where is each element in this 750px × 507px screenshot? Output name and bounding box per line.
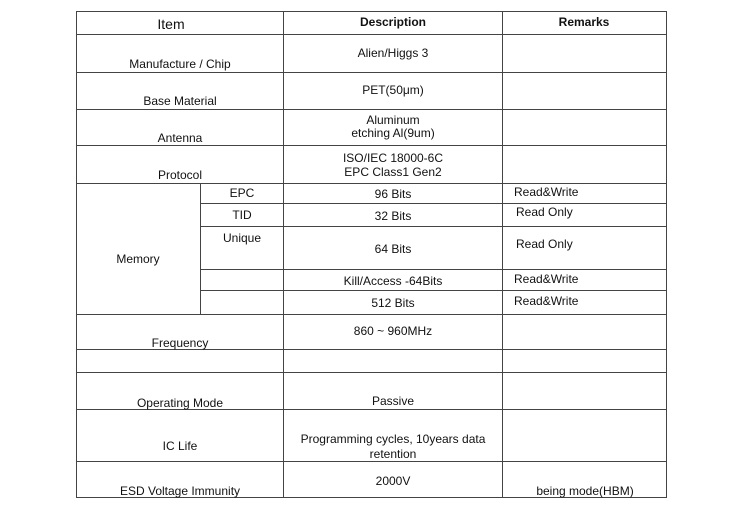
memory-unique-remark: Read Only <box>516 237 573 251</box>
memory-item: Memory <box>116 252 160 266</box>
memory-unique-desc: 64 Bits <box>374 242 412 256</box>
protocol-desc-line1: ISO/IEC 18000-6C <box>342 151 444 165</box>
memory-epc-remark: Read&Write <box>514 185 579 199</box>
operating-mode-desc: Passive <box>371 394 415 408</box>
manufacture-item: Manufacture / Chip <box>129 57 231 71</box>
ic-life-item: IC Life <box>162 439 198 453</box>
ic-life-desc-line2: retention <box>369 447 417 461</box>
protocol-item: Protocol <box>157 168 203 182</box>
header-item: Item <box>157 16 185 32</box>
operating-mode-item: Operating Mode <box>136 396 224 410</box>
memory-user-remark: Read&Write <box>514 294 579 308</box>
memory-unique-sub: Unique <box>222 231 262 245</box>
frequency-desc: 860 ~ 960MHz <box>353 324 433 338</box>
memory-tid-remark: Read Only <box>516 205 573 219</box>
base-material-desc: PET(50μm) <box>362 83 424 97</box>
memory-tid-desc: 32 Bits <box>374 209 412 223</box>
esd-desc: 2000V <box>375 474 411 488</box>
header-description: Description <box>359 15 427 29</box>
header-remarks: Remarks <box>558 15 610 29</box>
esd-remark: being mode(HBM) <box>536 484 634 498</box>
protocol-desc-line2: EPC Class1 Gen2 <box>344 165 442 179</box>
antenna-desc-line1: Aluminum <box>366 113 420 127</box>
esd-item: ESD Voltage Immunity <box>119 484 241 498</box>
memory-kill-remark: Read&Write <box>514 272 579 286</box>
memory-epc-desc: 96 Bits <box>374 187 412 201</box>
antenna-desc-line2: etching Al(9um) <box>351 126 435 140</box>
memory-epc-sub: EPC <box>229 186 255 200</box>
antenna-item: Antenna <box>157 131 203 145</box>
memory-user-desc: 512 Bits <box>371 296 415 310</box>
base-material-item: Base Material <box>143 94 217 108</box>
memory-kill-desc: Kill/Access -64Bits <box>343 274 443 288</box>
manufacture-desc: Alien/Higgs 3 <box>357 46 429 60</box>
ic-life-desc-line1: Programming cycles, 10years data <box>300 432 486 446</box>
frequency-item: Frequency <box>151 336 209 350</box>
memory-tid-sub: TID <box>232 208 252 222</box>
